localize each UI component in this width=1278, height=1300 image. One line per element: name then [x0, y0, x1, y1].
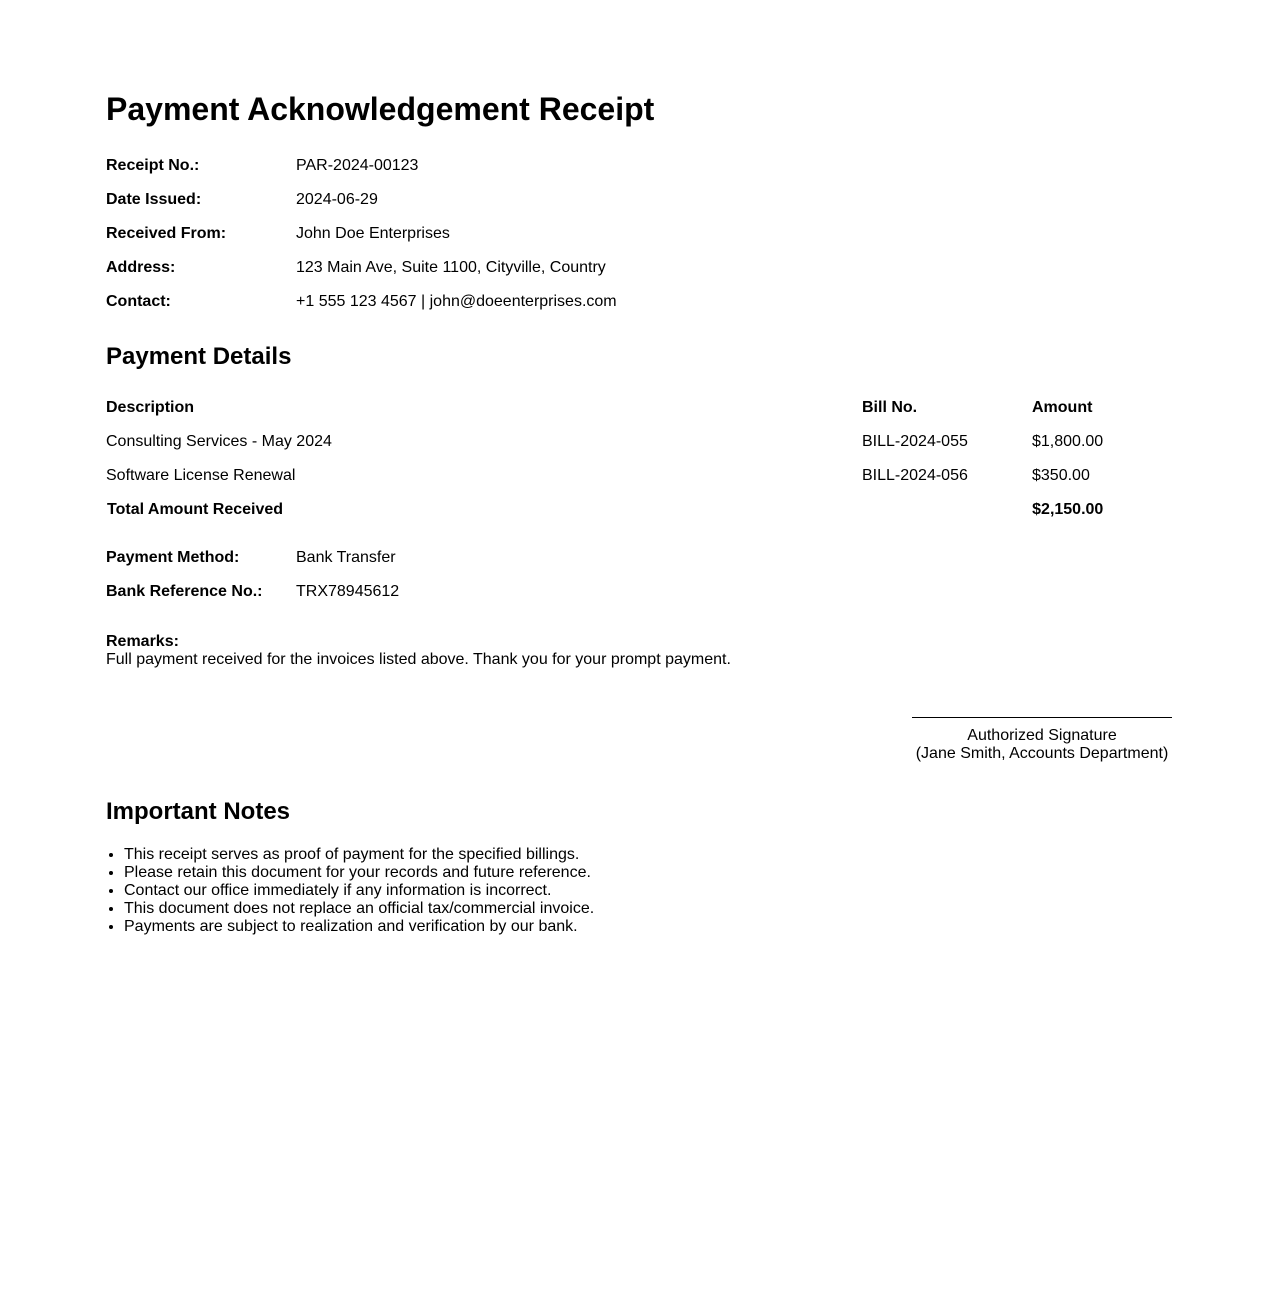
list-item: • Please retain this document for your records and future reference.: [124, 864, 594, 882]
bank-reference-row: [106, 575, 399, 609]
address-row: [106, 251, 617, 285]
receipt-number-row: [106, 149, 617, 183]
contact-label: Contact:: [106, 293, 171, 310]
table-header-row: [106, 391, 1172, 425]
signature-title: Authorized Signature: [967, 727, 1117, 744]
item-description: Consulting Services - May 2024: [106, 433, 332, 450]
bank-reference-value: TRX78945612: [296, 583, 400, 600]
date-issued-label: Date Issued:: [106, 191, 202, 208]
item-bill-no: BILL-2024-056: [862, 467, 968, 484]
important-notes-heading: Important Notes: [106, 798, 291, 825]
remarks-text: Full payment received for the invoices listed above. Thank you for your prompt payment.: [106, 651, 731, 668]
item-bill-no: BILL-2024-055: [862, 433, 968, 450]
item-description: Software License Renewal: [106, 467, 296, 484]
payment-method-label: Payment Method:: [106, 549, 240, 566]
signature-name: (Jane Smith, Accounts Department): [915, 745, 1169, 762]
total-amount: $2,150.00: [1032, 501, 1104, 518]
payment-items-table: [106, 391, 1172, 527]
bank-reference-label: Bank Reference No.:: [106, 583, 263, 600]
date-issued-row: [106, 183, 617, 217]
total-row: [106, 493, 1172, 527]
received-from-row: [106, 217, 617, 251]
address-value: 123 Main Ave, Suite 1100, Cityville, Country: [296, 259, 606, 276]
item-amount: $1,800.00: [1032, 433, 1104, 450]
contact-row: [106, 285, 617, 319]
list-item: • This receipt serves as proof of payment for the specified billings.: [124, 846, 594, 864]
remarks-section: [106, 633, 731, 669]
table-row: [106, 425, 1172, 459]
description-column-header: Description: [106, 399, 195, 416]
list-item: • This document does not replace an official tax/commercial invoice.: [124, 900, 594, 918]
payment-method-table: [106, 541, 399, 609]
table-row: [106, 459, 1172, 493]
received-from-value: John Doe Enterprises: [296, 225, 450, 242]
date-issued-value: 2024-06-29: [296, 191, 378, 208]
important-notes-list: [106, 846, 594, 936]
address-label: Address:: [106, 259, 176, 276]
receipt-number-label: Receipt No.:: [106, 157, 200, 174]
item-amount: $350.00: [1032, 467, 1090, 484]
received-from-label: Received From:: [106, 225, 227, 242]
signature-block: [912, 717, 1172, 763]
receipt-info-table: [106, 149, 617, 319]
page-title: Payment Acknowledgement Receipt: [106, 91, 655, 127]
payment-details-heading: Payment Details: [106, 343, 292, 370]
receipt-number-value: PAR-2024-00123: [296, 157, 419, 174]
contact-value: +1 555 123 4567 | john@doeenterprises.com: [296, 293, 617, 310]
remarks-label: Remarks:: [106, 633, 179, 650]
total-label: Total Amount Received: [107, 501, 284, 518]
payment-method-value: Bank Transfer: [296, 549, 396, 566]
list-item: • Contact our office immediately if any information is incorrect.: [124, 882, 594, 900]
payment-method-row: [106, 541, 399, 575]
bill-no-column-header: Bill No.: [862, 399, 918, 416]
list-item: • Payments are subject to realization and verification by our bank.: [124, 918, 594, 936]
amount-column-header: Amount: [1032, 399, 1093, 416]
